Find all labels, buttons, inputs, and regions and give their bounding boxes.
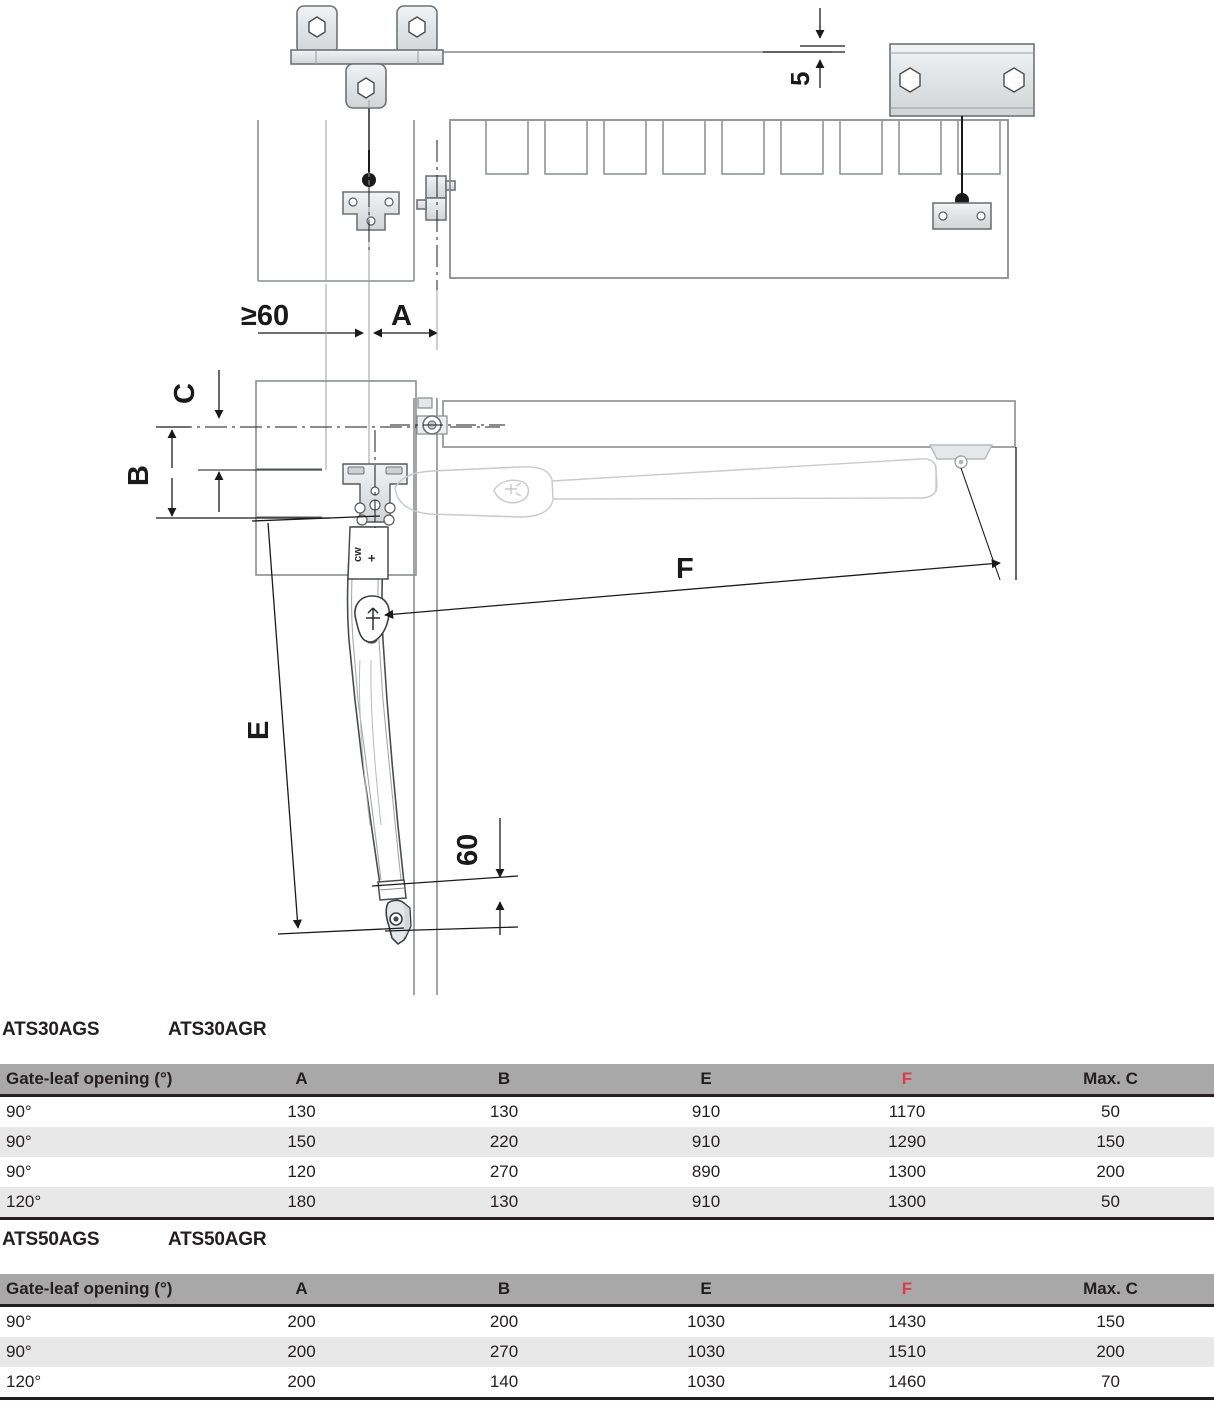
cell-max-c: 200: [1007, 1157, 1214, 1187]
bottom-pivot-shoe: [386, 900, 411, 944]
dimension-label-C: C: [169, 383, 201, 404]
th-e: E: [605, 1064, 807, 1096]
cell-max-c: 150: [1007, 1127, 1214, 1157]
cell-f: 1290: [807, 1127, 1007, 1157]
dimension-label-min60: ≥60: [241, 300, 290, 332]
cell-opening: 120°: [0, 1187, 200, 1219]
cell-e: 1030: [605, 1337, 807, 1367]
dimension-label-60: 60: [452, 833, 484, 866]
cell-max-c: 50: [1007, 1096, 1214, 1128]
cell-opening: 90°: [0, 1306, 200, 1338]
th-a: A: [200, 1274, 403, 1306]
model-code-slide-ats50: ATS50AGS: [2, 1229, 100, 1250]
table-row: [0, 1187, 1214, 1219]
table-row: [0, 1157, 1214, 1187]
cell-b: 130: [403, 1096, 605, 1128]
cell-e: 890: [605, 1157, 807, 1187]
model-code-rail-ats30: ATS30AGR: [168, 1019, 267, 1040]
svg-text:cw: cw: [352, 547, 364, 562]
table-ats30: [0, 1064, 1214, 1220]
cell-b: 220: [403, 1127, 605, 1157]
th-opening: Gate-leaf opening (°): [0, 1274, 200, 1306]
cell-e: 910: [605, 1096, 807, 1128]
svg-text:+: +: [364, 554, 379, 562]
cell-f: 1510: [807, 1337, 1007, 1367]
cell-e: 910: [605, 1187, 807, 1219]
dimension-label-E: E: [243, 720, 275, 740]
cell-f: 1300: [807, 1187, 1007, 1219]
cell-max-c: 70: [1007, 1367, 1214, 1399]
cell-e: 1030: [605, 1306, 807, 1338]
cell-a: 120: [200, 1157, 403, 1187]
cell-opening: 90°: [0, 1337, 200, 1367]
top-bracket-assembly: [291, 6, 832, 108]
cell-a: 200: [200, 1337, 403, 1367]
table-header-row: [0, 1274, 1214, 1306]
cell-f: 1460: [807, 1367, 1007, 1399]
table-row: [0, 1367, 1214, 1399]
spec-table-ats50: [0, 1228, 1214, 1400]
cell-e: 910: [605, 1127, 807, 1157]
table-row: [0, 1337, 1214, 1367]
cell-max-c: 150: [1007, 1306, 1214, 1338]
hinge-pivot: [390, 416, 505, 434]
cell-opening: 90°: [0, 1096, 200, 1128]
cell-b: 200: [403, 1306, 605, 1338]
cell-b: 130: [403, 1187, 605, 1219]
cell-f: 1430: [807, 1306, 1007, 1338]
th-b: B: [403, 1064, 605, 1096]
cell-opening: 120°: [0, 1367, 200, 1399]
cell-max-c: 200: [1007, 1337, 1214, 1367]
cell-f: 1170: [807, 1096, 1007, 1128]
model-codes-ats30: [0, 1018, 1214, 1048]
th-max-c: Max. C: [1007, 1274, 1214, 1306]
table-row: [0, 1127, 1214, 1157]
cell-a: 200: [200, 1306, 403, 1338]
closer-arm-vertical: [348, 527, 406, 900]
dimension-label-5: 5: [785, 71, 815, 86]
ghost-arm-horizontal: [395, 445, 992, 517]
table-header-row: [0, 1064, 1214, 1096]
model-codes-ats50: [0, 1228, 1214, 1258]
cell-b: 270: [403, 1337, 605, 1367]
cell-e: 1030: [605, 1367, 807, 1399]
cell-max-c: 50: [1007, 1187, 1214, 1219]
dimension-B: [156, 427, 330, 518]
dimension-label-B: B: [123, 465, 155, 486]
cell-a: 180: [200, 1187, 403, 1219]
th-opening: Gate-leaf opening (°): [0, 1064, 200, 1096]
spec-table-ats30: [0, 1018, 1214, 1220]
cell-a: 130: [200, 1096, 403, 1128]
cell-b: 270: [403, 1157, 605, 1187]
model-code-rail-ats50: ATS50AGR: [168, 1229, 267, 1250]
th-a: A: [200, 1064, 403, 1096]
th-max-c: Max. C: [1007, 1064, 1214, 1096]
cell-a: 150: [200, 1127, 403, 1157]
cell-b: 140: [403, 1367, 605, 1399]
model-code-slide-ats30: ATS30AGS: [2, 1019, 100, 1040]
cell-f: 1300: [807, 1157, 1007, 1187]
cell-opening: 90°: [0, 1157, 200, 1187]
leaf-vertical-section: [414, 398, 1015, 995]
cell-opening: 90°: [0, 1127, 200, 1157]
gate-leaf-profile: [450, 120, 1008, 278]
table-ats50: [0, 1274, 1214, 1400]
table-row: [0, 1306, 1214, 1338]
th-e: E: [605, 1274, 807, 1306]
th-f: F: [807, 1274, 1007, 1306]
cell-a: 200: [200, 1367, 403, 1399]
dimension-label-A: A: [391, 300, 412, 332]
dimension-label-F: F: [676, 553, 694, 585]
th-f: F: [807, 1064, 1007, 1096]
left-mounting-plate-detail: [343, 192, 399, 230]
right-slide-plate: [890, 44, 1034, 229]
table-row: [0, 1096, 1214, 1128]
th-b: B: [403, 1274, 605, 1306]
